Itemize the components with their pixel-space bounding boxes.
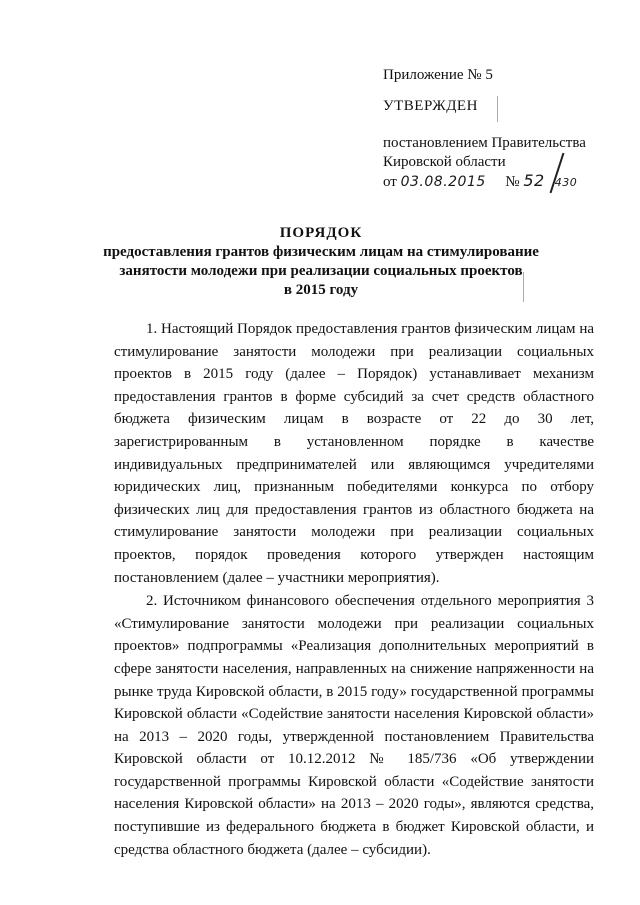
document-body: [114, 318, 594, 861]
title-line: занятости молодежи при реализации социальных проектов: [119, 263, 523, 279]
title-heading: ПОРЯДОК: [279, 225, 363, 241]
approved-label: УТВЕРЖДЕН: [383, 98, 478, 114]
title-line: предоставления грантов физическим лицам на стимулирование: [103, 244, 539, 260]
date-prefix: от: [383, 174, 397, 190]
number-prefix: №: [505, 174, 520, 190]
region-line: Кировской области: [383, 154, 506, 170]
handwritten-number: 52: [523, 171, 545, 190]
document-title: [60, 224, 582, 300]
handwritten-number-suffix: 430: [554, 176, 578, 189]
title-line: в 2015 году: [283, 282, 359, 298]
date-number-line: [383, 172, 577, 192]
decree-line: постановлением Правительства: [383, 135, 586, 151]
paragraph-2: 2. Источником финансового обеспечения отдельного мероприятия 3 «Стимулирование занятости молодежи при реализации социальных проектов» подпрограммы «Реализация дополнительных мероприятий в сфере занятости населения, направленных на снижение напряженности на рынке труда Кировской области, в 2015 году» государственной программы Кировской области «Содействие занятости населения Кировской области» на 2013 – 2020 годы, утвержденной постановлением Правительства Кировской области от 10.12.2012 № 185/736 «Об утверждении государственной программы Кировской области «Содействие занятости населения Кировской области» на 2013 – 2020 годы», являются средства, поступившие из федерального бюджета в бюджет Кировской области, и средства областного бюджета (далее – субсидии).: [114, 593, 594, 858]
paragraph-1: 1. Настоящий Порядок предоставления грантов физическим лицам на стимулирование занятости молодежи при реализации социальных проектов в 2015 году (далее – Порядок) устанавливает механизм предоставления грантов в форме субсидий за счет средств областного бюджета физическим лицам в возрасте от 22 до 30 лет, зарегистрированным в установленном порядке в качестве индивидуальных предпринимателей или являющимся учредителями юридических лиц, признанным победителями конкурса по отбору физических лиц для предоставления грантов из областного бюджета на стимулирование занятости молодежи при реализации социальных проектов, порядок проведения которого утвержден настоящим постановлением (далее – участники мероприятия).: [114, 321, 594, 586]
handwritten-date: 03.08.2015: [400, 174, 486, 190]
scan-artifact-line: [497, 96, 498, 122]
annex-number: Приложение № 5: [383, 67, 493, 83]
